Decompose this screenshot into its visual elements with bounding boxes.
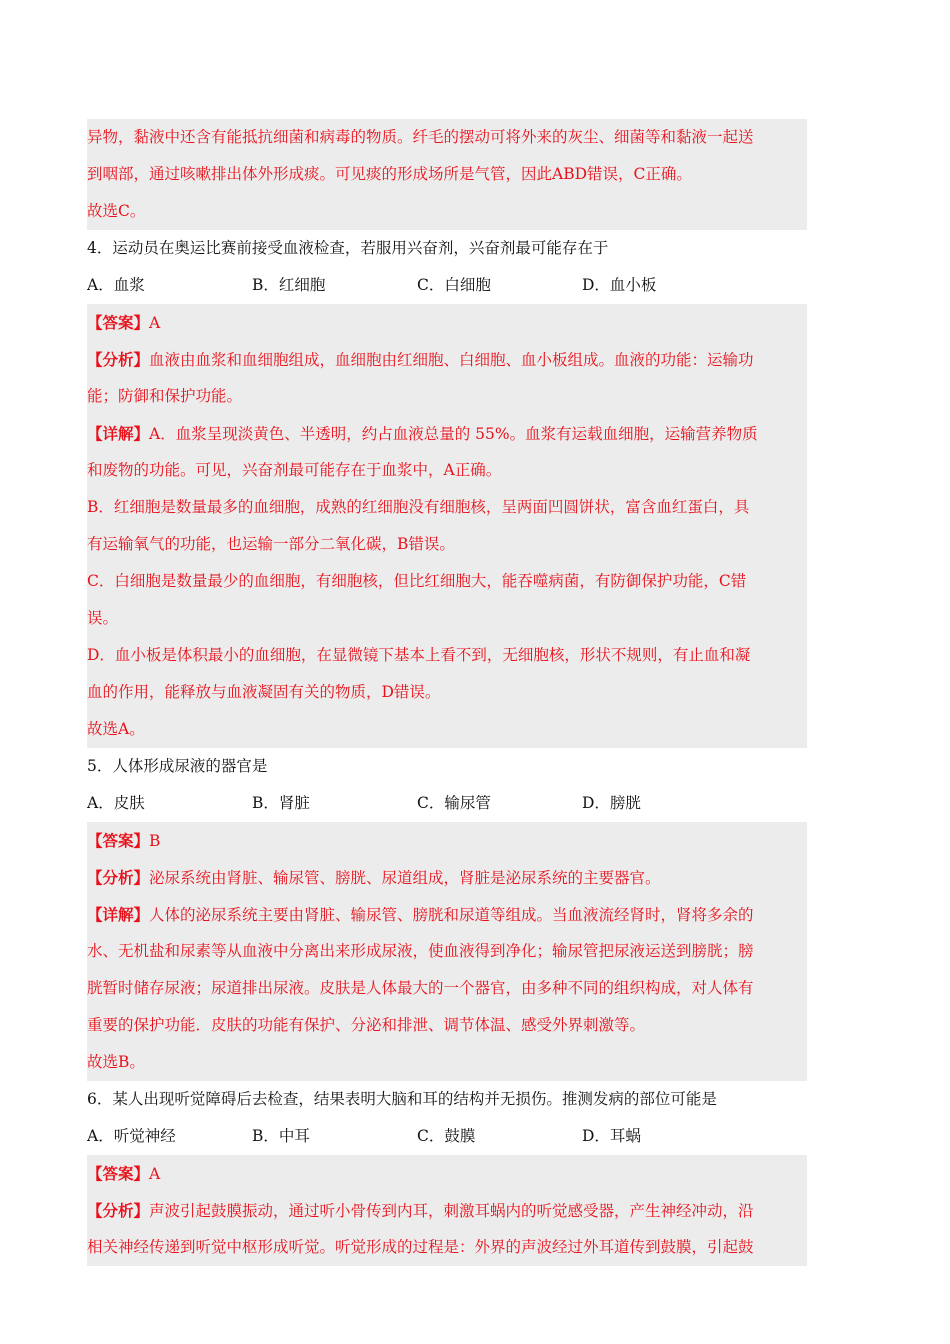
q4-detail-line bbox=[87, 415, 807, 452]
q4-detail-line: 血的作用，能释放与血液凝固有关的物质，D错误。 bbox=[87, 683, 441, 701]
q6-option-d: D．耳蜗 bbox=[582, 1127, 641, 1145]
q4-detail-line: C．白细胞是数量最少的血细胞，有细胞核，但比红细胞大，能吞噬病菌，有防御保护功能，C错 bbox=[87, 572, 747, 590]
answer-value: A bbox=[149, 314, 161, 332]
q4-conclusion: 故选A。 bbox=[87, 720, 145, 738]
q5-option-d: D．膀胱 bbox=[582, 794, 641, 812]
q5-detail-line: 水、无机盐和尿素等从血液中分离出来形成尿液，使血液得到净化；输尿管把尿液运送到膀胱；膀 bbox=[87, 942, 754, 960]
q5-detail-line bbox=[87, 896, 807, 933]
q4-explanation-block bbox=[87, 304, 807, 748]
q6-option-b: B．中耳 bbox=[252, 1127, 310, 1145]
q5-conclusion: 故选B。 bbox=[87, 1053, 145, 1071]
q6-answer bbox=[87, 1155, 807, 1192]
q5-detail-line: 重要的保护功能．皮肤的功能有保护、分泌和排泄、调节体温、感受外界刺激等。 bbox=[87, 1016, 646, 1034]
q4-option-d: D．血小板 bbox=[582, 276, 657, 294]
q6-option-c: C．鼓膜 bbox=[417, 1127, 476, 1145]
q3-explanation-block bbox=[87, 119, 807, 230]
detail-text: 人体的泌尿系统主要由肾脏、输尿管、膀胱和尿道等组成。当血液流经肾时，肾将多余的 bbox=[149, 906, 754, 924]
q4-options bbox=[87, 267, 807, 304]
q3-conclusion: 故选C。 bbox=[87, 202, 146, 220]
q4-question: 4．运动员在奥运比赛前接受血液检查，若服用兴奋剂，兴奋剂最可能存在于 bbox=[87, 239, 609, 257]
analysis-tag: 【分析】 bbox=[87, 350, 150, 369]
q4-option-c: C．白细胞 bbox=[417, 276, 491, 294]
analysis-text: 泌尿系统由肾脏、输尿管、膀胱、尿道组成，肾脏是泌尿系统的主要器官。 bbox=[149, 869, 661, 887]
q5-answer bbox=[87, 822, 807, 859]
q5-option-a: A．皮肤 bbox=[87, 794, 145, 812]
analysis-tag: 【分析】 bbox=[87, 1201, 150, 1220]
q4-answer bbox=[87, 304, 807, 341]
detail-tag: 【详解】 bbox=[87, 424, 150, 443]
q4-analysis-line: 能；防御和保护功能。 bbox=[87, 387, 243, 405]
q4-analysis-line bbox=[87, 341, 807, 378]
detail-tag: 【详解】 bbox=[87, 905, 150, 924]
answer-value: B bbox=[149, 832, 161, 850]
q3-detail-line: 异物，黏液中还含有能抵抗细菌和病毒的物质。纤毛的摆动可将外来的灰尘、细菌等和黏液一起送 bbox=[87, 128, 754, 146]
q4-detail-line: D．血小板是体积最小的血细胞，在显微镜下基本上看不到，无细胞核，形状不规则，有止血和凝 bbox=[87, 646, 751, 664]
q5-explanation-block bbox=[87, 822, 807, 1081]
q4-detail-line: 误。 bbox=[87, 609, 119, 627]
q5-option-b: B．肾脏 bbox=[252, 794, 310, 812]
document-page bbox=[87, 119, 807, 1266]
q4-detail-line: B．红细胞是数量最多的血细胞，成熟的红细胞没有细胞核，呈两面凹圆饼状，富含血红蛋白，具 bbox=[87, 498, 750, 516]
detail-text: A．血浆呈现淡黄色、半透明，约占血液总量的 55%。血浆有运载血细胞，运输营养物质 bbox=[149, 425, 758, 443]
q4-option-b: B．红细胞 bbox=[252, 276, 326, 294]
analysis-text: 血液由血浆和血细胞组成，血细胞由红细胞、白细胞、血小板组成。血液的功能：运输功 bbox=[149, 351, 754, 369]
q6-options bbox=[87, 1118, 807, 1155]
q6-option-a: A．听觉神经 bbox=[87, 1127, 176, 1145]
q4-detail-line: 和废物的功能。可见，兴奋剂最可能存在于血浆中，A正确。 bbox=[87, 461, 502, 479]
answer-tag: 【答案】 bbox=[87, 831, 150, 850]
q5-analysis-line bbox=[87, 859, 807, 896]
q6-analysis-line bbox=[87, 1192, 807, 1229]
answer-tag: 【答案】 bbox=[87, 1164, 150, 1183]
answer-tag: 【答案】 bbox=[87, 313, 150, 332]
q4-option-a: A．血浆 bbox=[87, 276, 145, 294]
q5-option-c: C．输尿管 bbox=[417, 794, 491, 812]
analysis-text: 声波引起鼓膜振动，通过听小骨传到内耳，刺激耳蜗内的听觉感受器，产生神经冲动，沿 bbox=[149, 1202, 754, 1220]
q6-explanation-block bbox=[87, 1155, 807, 1266]
q5-question: 5．人体形成尿液的器官是 bbox=[87, 757, 268, 775]
q5-detail-line: 胱暂时储存尿液；尿道排出尿液。皮肤是人体最大的一个器官，由多种不同的组织构成，对人体有 bbox=[87, 979, 754, 997]
q4-detail-line: 有运输氧气的功能，也运输一部分二氧化碳，B错误。 bbox=[87, 535, 455, 553]
q6-question: 6．某人出现听觉障碍后去检查，结果表明大脑和耳的结构并无损伤。推测发病的部位可能是 bbox=[87, 1090, 717, 1108]
q3-detail-line: 到咽部，通过咳嗽排出体外形成痰。可见痰的形成场所是气管，因此ABD错误，C正确。 bbox=[87, 165, 692, 183]
answer-value: A bbox=[149, 1165, 161, 1183]
q6-analysis-line: 相关神经传递到听觉中枢形成听觉。听觉形成的过程是：外界的声波经过外耳道传到鼓膜，引起鼓 bbox=[87, 1238, 754, 1256]
q5-options bbox=[87, 785, 807, 822]
analysis-tag: 【分析】 bbox=[87, 868, 150, 887]
